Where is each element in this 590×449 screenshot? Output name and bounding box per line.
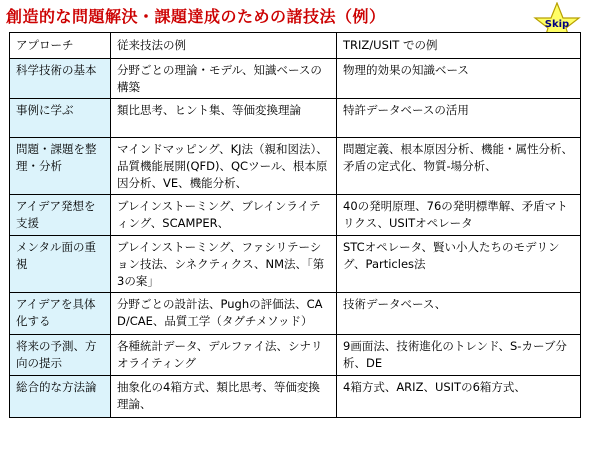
header-approach: アプローチ	[10, 33, 111, 59]
triz-cell: 技術データベース、	[337, 293, 581, 335]
table-row	[10, 195, 581, 236]
approach-cell: 総合的な方法論	[10, 376, 111, 418]
table-row	[10, 335, 581, 376]
triz-cell: 9画面法、技術進化のトレンド、S-カーブ分析、DE	[337, 335, 581, 376]
approach-cell: 事例に学ぶ	[10, 99, 111, 138]
header-conventional: 従来技法の例	[111, 33, 337, 59]
table-row	[10, 99, 581, 138]
conventional-cell: 分野ごとの理論・モデル、知識ベースの構築	[111, 59, 337, 99]
triz-cell: 物理的効果の知識ベース	[337, 59, 581, 99]
triz-cell: 特許データベースの活用	[337, 99, 581, 138]
triz-cell: STCオペレータ、賢い小人たちのモデリング、Particles法	[337, 236, 581, 293]
table-row	[10, 236, 581, 293]
triz-cell: 問題定義、根本原因分析、機能・属性分析、矛盾の定式化、物質-場分析、	[337, 138, 581, 195]
table-row	[10, 293, 581, 335]
skip-label: Skip	[544, 19, 570, 30]
triz-cell: 4箱方式、ARIZ、USITの6箱方式、	[337, 376, 581, 418]
table-header-row	[10, 33, 581, 59]
page-title: 創造的な問題解決・課題達成のための諸技法（例）	[6, 7, 386, 26]
approach-cell: メンタル面の重視	[10, 236, 111, 293]
conventional-cell: 各種統計データ、デルファイ法、シナリオライティング	[111, 335, 337, 376]
conventional-cell: ブレインストーミング、ブレインライティング、SCAMPER、	[111, 195, 337, 236]
table-row	[10, 59, 581, 99]
approach-cell: 問題・課題を整理・分析	[10, 138, 111, 195]
table-row	[10, 138, 581, 195]
approach-cell: 科学技術の基本	[10, 59, 111, 99]
conventional-cell: 類比思考、ヒント集、等価変換理論	[111, 99, 337, 138]
conventional-cell: マインドマッピング、KJ法（親和図法）、品質機能展開(QFD)、QCツール、根本原因分析、VE、機能分析、	[111, 138, 337, 195]
conventional-cell: 分野ごとの設計法、Pughの評価法、CAD/CAE、品質工学（タグチメソッド）	[111, 293, 337, 335]
approach-cell: 将来の予測、方向の提示	[10, 335, 111, 376]
triz-cell: 40の発明原理、76の発明標準解、矛盾マトリクス、USITオペレータ	[337, 195, 581, 236]
approach-cell: アイデア発想を支援	[10, 195, 111, 236]
techniques-table	[9, 32, 581, 418]
conventional-cell: ブレインストーミング、ファシリテーション技法、シネクティクス、NM法、「第3の案」	[111, 236, 337, 293]
approach-cell: アイデアを具体化する	[10, 293, 111, 335]
conventional-cell: 抽象化の4箱方式、類比思考、等価変換理論、	[111, 376, 337, 418]
header-triz: TRIZ/USIT での例	[337, 33, 581, 59]
table-row	[10, 376, 581, 418]
